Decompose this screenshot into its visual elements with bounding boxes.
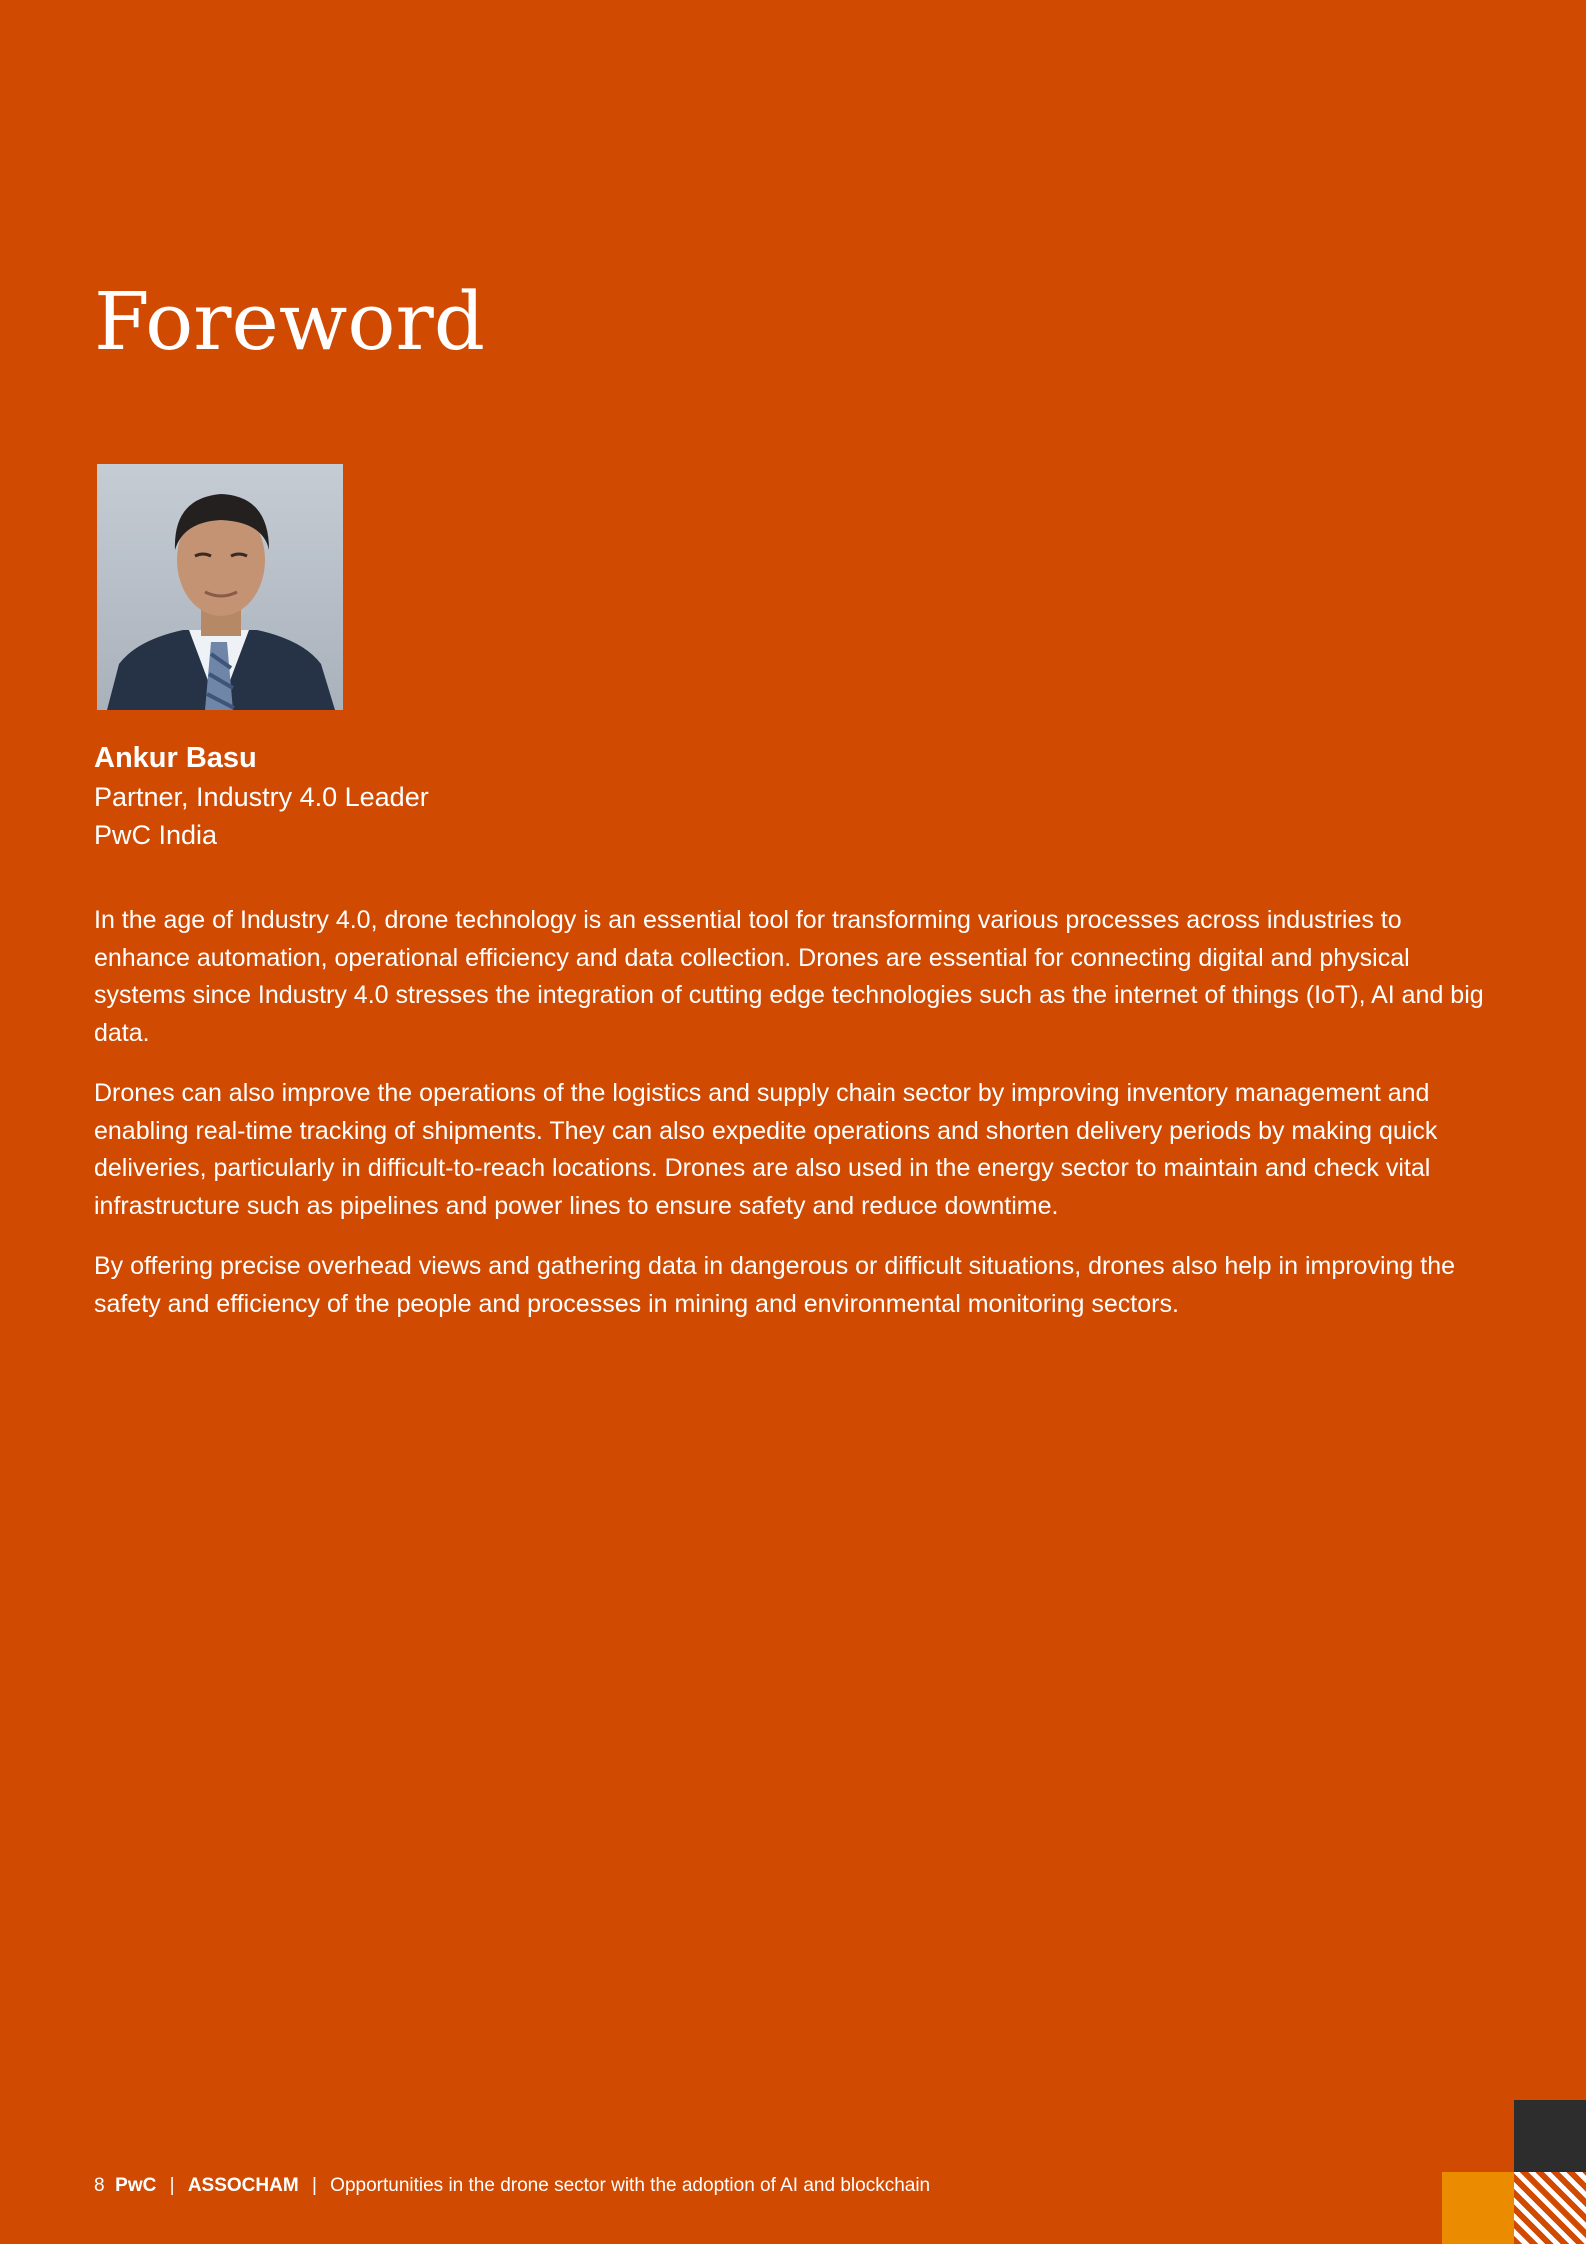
author-organization: PwC India xyxy=(94,820,218,850)
page-footer xyxy=(94,2174,930,2198)
corner-dark-square xyxy=(1514,2100,1586,2172)
body-paragraph: Drones can also improve the operations of the logistics and supply chain sector by improving inventory management and enabling real-time tracking of shipments. They can also expedite operations and shorten delivery periods by making quick deliveries, particularly in difficult-to-reach locations. Drones are also used in the energy sector to maintain and check vital infrastructure such as pipelines and power lines to ensure safety and reduce downtime. xyxy=(94,1079,1438,1220)
author-name: Ankur Basu xyxy=(94,742,257,774)
foreword-body xyxy=(94,902,1494,1346)
author-role: Partner, Industry 4.0 Leader xyxy=(94,782,429,812)
footer-separator: | xyxy=(169,2175,175,2196)
body-paragraph: In the age of Industry 4.0, drone technology is an essential tool for transforming various processes across industries to enhance automation, operational efficiency and data collection. Drones are essential for connecting digital and physical systems since Industry 4.0 stresses the integration of cutting edge technologies such as the internet of things (IoT), AI and big data. xyxy=(94,906,1484,1047)
footer-separator: | xyxy=(311,2175,317,2196)
corner-orange-square xyxy=(1442,2172,1514,2244)
author-photo xyxy=(97,464,343,710)
corner-striped-square xyxy=(1514,2172,1586,2244)
footer-brand-assocham: ASSOCHAM xyxy=(187,2175,299,2196)
footer-brand-pwc: PwC xyxy=(115,2175,157,2196)
page-title: Foreword xyxy=(94,275,485,368)
footer-publication-title: Opportunities in the drone sector with the adoption of AI and blockchain xyxy=(330,2175,931,2196)
body-paragraph: By offering precise overhead views and gathering data in dangerous or difficult situations, drones also help in improving the safety and efficiency of the people and processes in mining and environmental monitoring sectors. xyxy=(94,1252,1456,1318)
author-block xyxy=(94,738,429,854)
page-number: 8 xyxy=(94,2175,105,2196)
